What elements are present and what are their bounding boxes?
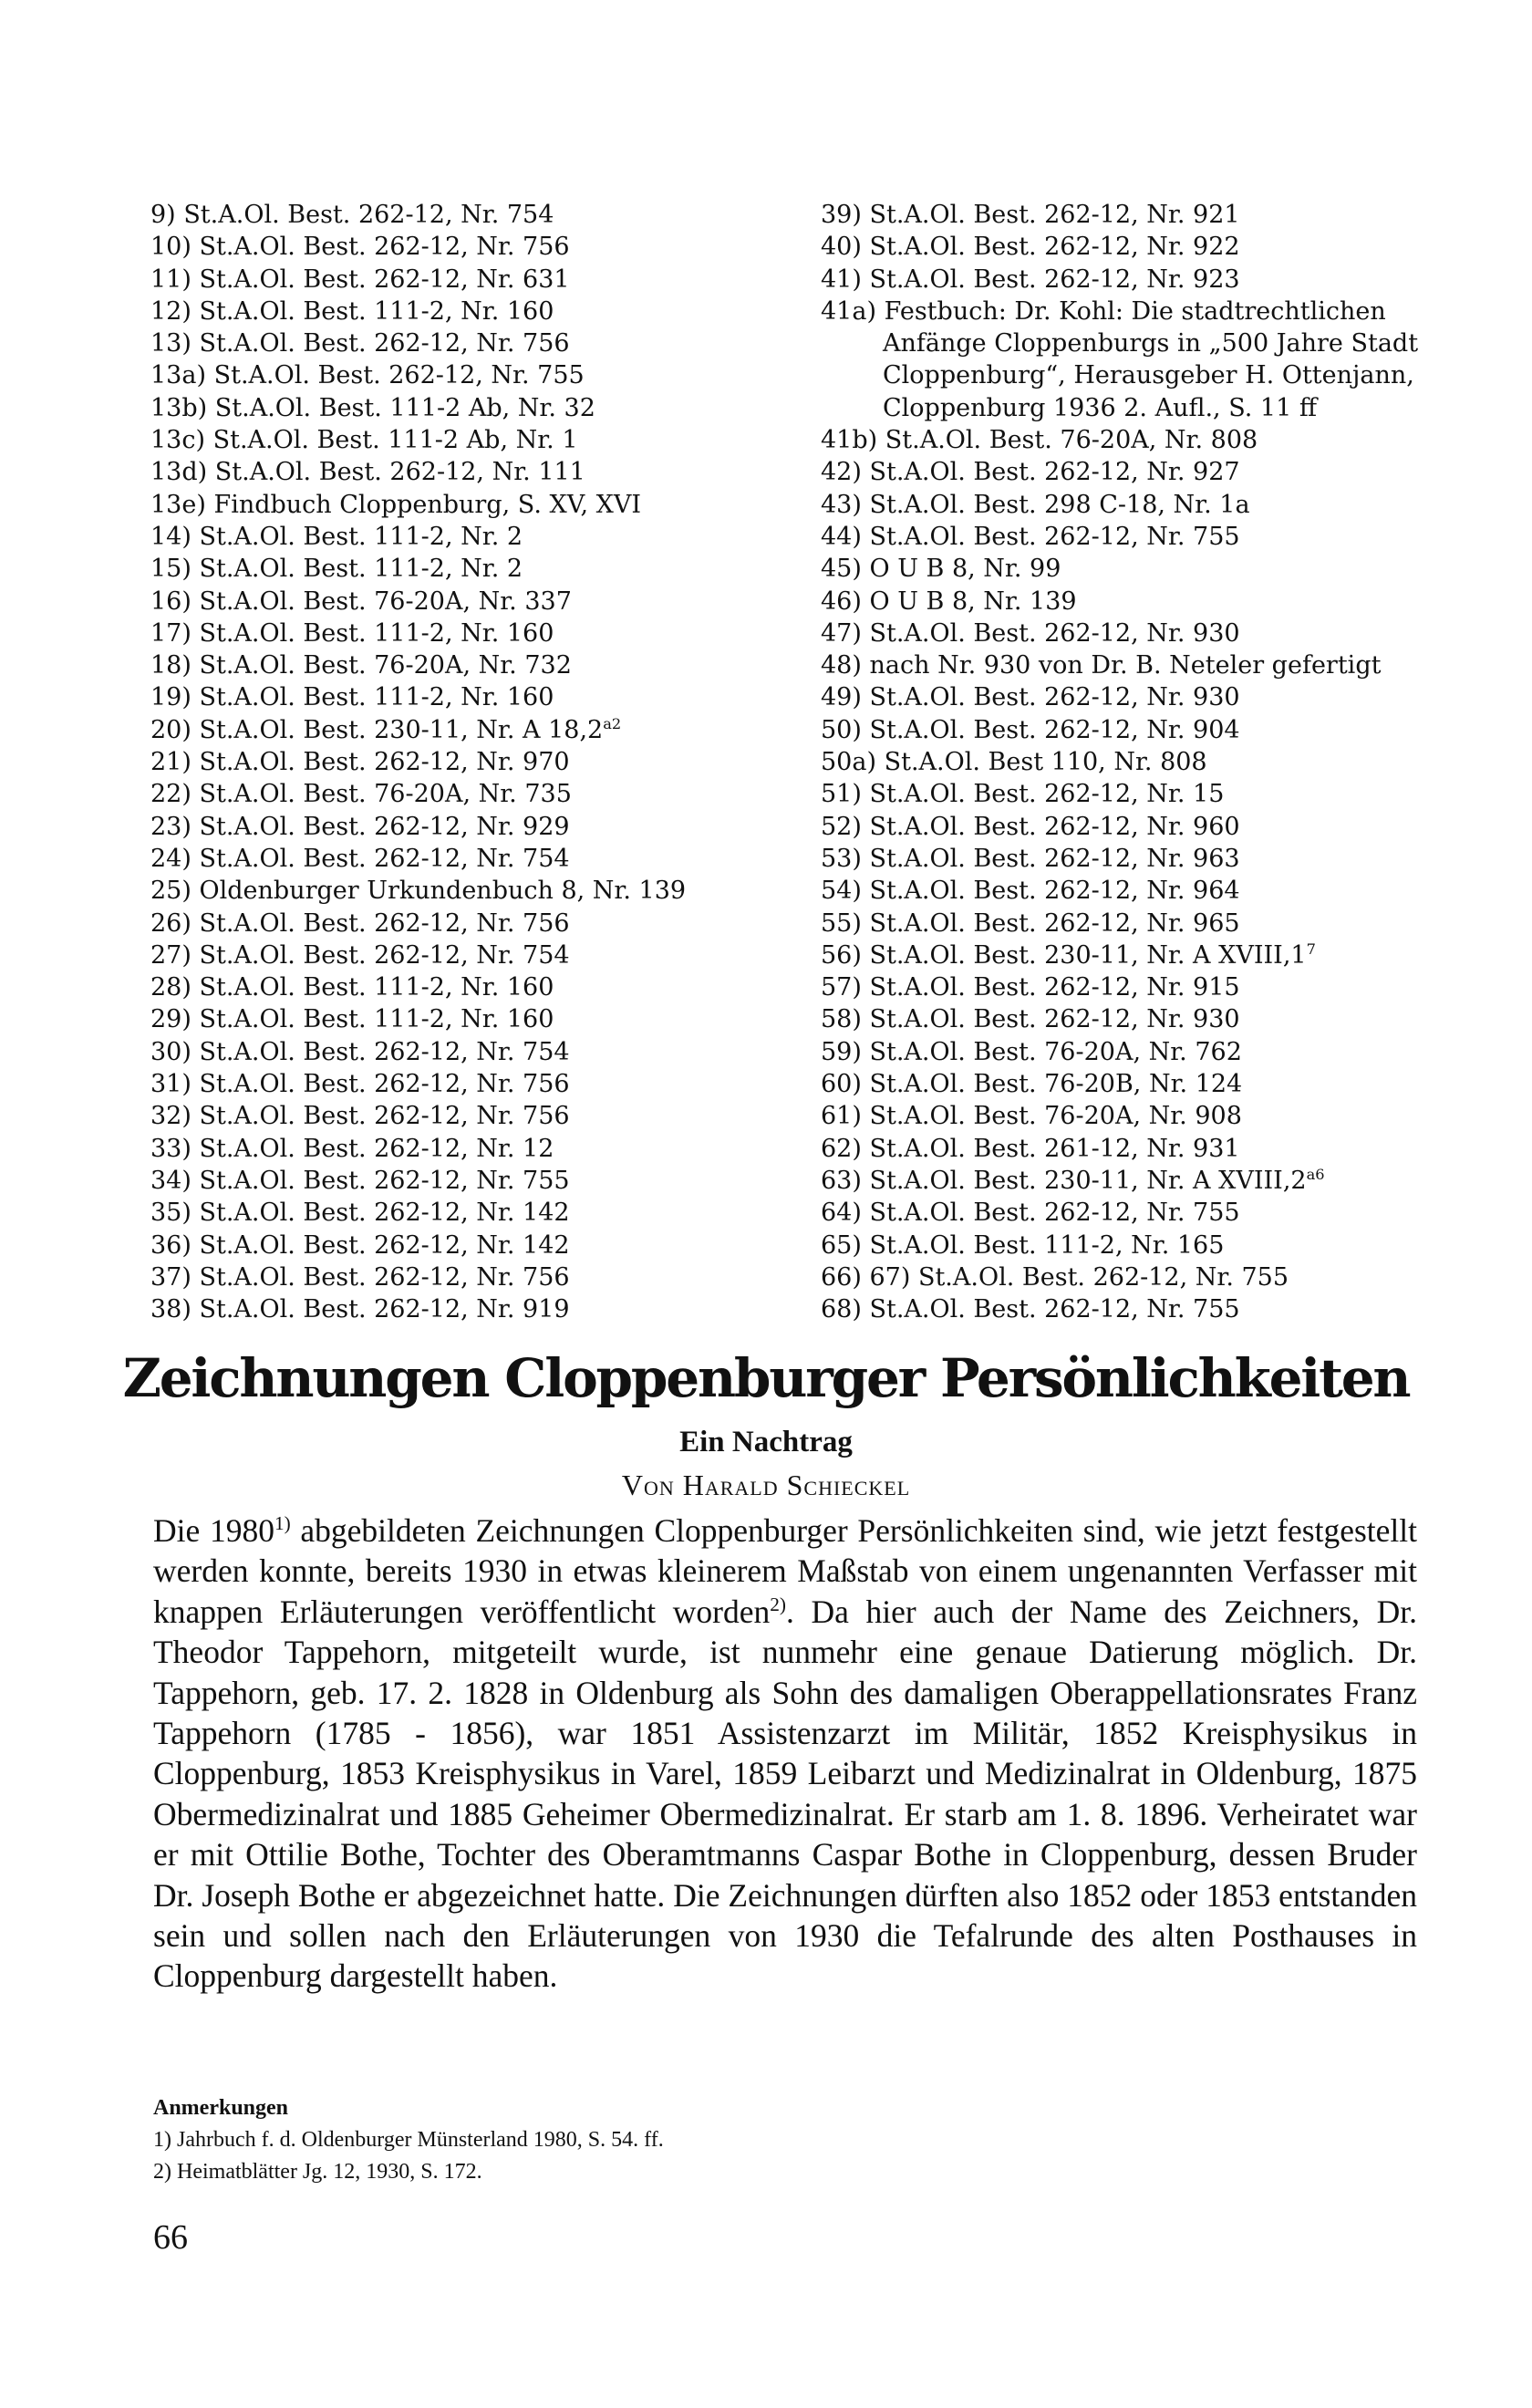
endnote-text: St.A.Ol. Best. 262-12, Nr. 923 (869, 265, 1240, 294)
endnote-superscript: a6 (1306, 1165, 1325, 1183)
endnote-text: St.A.Ol. Best. 262-12, Nr. 756 (199, 1262, 570, 1292)
endnote (150, 456, 789, 488)
endnote-number: 20) (150, 715, 192, 744)
endnote (150, 359, 789, 391)
endnote (150, 681, 789, 713)
endnote-text: St.A.Ol. Best. 230-11, Nr. A XVIII,2 (869, 1166, 1307, 1195)
endnote-text: Oldenburger Urkundenbuch 8, Nr. 139 (199, 877, 687, 906)
endnote (150, 489, 789, 521)
endnote-number: 40) (821, 233, 862, 262)
endnote-number: 44) (821, 522, 862, 551)
endnote (150, 327, 789, 359)
endnote (150, 649, 789, 681)
endnote (821, 618, 1459, 649)
endnote-number: 63) (821, 1166, 862, 1195)
endnote (821, 1165, 1459, 1197)
body-text-part: Die 1980 (153, 1512, 274, 1549)
endnote (821, 1100, 1459, 1132)
endnote-text: St.A.Ol. Best. 262-12, Nr. 965 (869, 908, 1240, 938)
endnote-number: 62) (821, 1134, 862, 1163)
endnote-text: St.A.Ol. Best. 262-12, Nr. 964 (869, 877, 1240, 906)
endnote (821, 843, 1459, 875)
endnote-superscript: 7 (1306, 939, 1316, 958)
endnote (150, 1003, 789, 1035)
endnote (150, 746, 789, 778)
endnote (821, 553, 1459, 585)
endnote-text: St.A.Ol. Best. 111-2 Ab, Nr. 32 (214, 393, 595, 422)
endnote-number: 55) (821, 908, 862, 938)
endnote (821, 1068, 1459, 1100)
endnote-number: 38) (150, 1295, 192, 1324)
endnote (150, 1068, 789, 1100)
endnote (821, 649, 1459, 681)
endnote (821, 456, 1459, 488)
endnote (821, 521, 1459, 553)
endnote-text: St.A.Ol. Best. 262-12, Nr. 755 (199, 1166, 570, 1195)
endnote (150, 553, 789, 585)
article-title: Zeichnungen Cloppenburger Persönlichkeiten (122, 1347, 1410, 1409)
endnote-text: St.A.Ol. Best. 76-20A, Nr. 732 (199, 651, 572, 680)
endnote (821, 392, 1459, 424)
endnote-number: 41a) (821, 296, 876, 326)
endnote (821, 231, 1459, 263)
endnote-number: 26) (150, 908, 192, 938)
endnote (150, 1133, 789, 1165)
endnote (150, 392, 789, 424)
endnote-text: St.A.Ol. Best. 76-20A, Nr. 908 (869, 1102, 1242, 1131)
endnote-number: 57) (821, 973, 862, 1002)
endnote-text: Findbuch Cloppenburg, S. XV, XVI (213, 490, 642, 519)
endnote-number: 53) (821, 844, 862, 873)
endnote (150, 1036, 789, 1068)
endnote (821, 875, 1459, 907)
anmerkungen-heading: Anmerkungen (153, 2096, 289, 2120)
endnote-text: St.A.Ol. Best. 262-12, Nr. 756 (199, 329, 570, 358)
endnote (821, 714, 1459, 746)
endnote-text: St.A.Ol. Best. 262-12, Nr. 755 (869, 522, 1240, 551)
endnote-text: St.A.Ol. Best. 111-2, Nr. 160 (199, 683, 554, 712)
endnote-text: St.A.Ol. Best. 262-12, Nr. 754 (199, 940, 570, 970)
endnote-number: 13e) (150, 490, 206, 519)
endnote-text: St.A.Ol. Best. 298 C-18, Nr. 1a (869, 490, 1250, 519)
article-body (153, 1510, 1417, 1997)
endnote (150, 875, 789, 907)
endnote-number: 37) (150, 1262, 192, 1292)
endnote (150, 264, 789, 296)
endnote (821, 1133, 1459, 1165)
endnote (150, 1293, 789, 1325)
endnote (821, 1197, 1459, 1229)
endnote-number: 42) (821, 458, 862, 487)
endnote-text: St.A.Ol. Best. 262-12, Nr. 919 (199, 1295, 570, 1324)
endnote-text: St.A.Ol. Best. 111-2, Nr. 165 (869, 1230, 1225, 1260)
endnote (150, 908, 789, 939)
endnote-number: 21) (150, 748, 192, 777)
endnote (150, 1261, 789, 1293)
endnote-text: St.A.Ol. Best. 262-12, Nr. 930 (869, 618, 1240, 648)
endnote-number: 23) (150, 812, 192, 841)
endnote (821, 939, 1459, 971)
endnote-text: St.A.Ol. Best. 262-12, Nr. 142 (199, 1230, 570, 1260)
anmerkung-item: 2) Heimatblätter Jg. 12, 1930, S. 172. (153, 2160, 482, 2184)
endnote (150, 231, 789, 263)
endnote-text: Anfänge Cloppenburgs in „500 Jahre Stadt (883, 329, 1419, 358)
endnote-text: St.A.Ol. Best. 230-11, Nr. A 18,2 (199, 715, 604, 744)
endnote-text: St.A.Ol. Best. 262-12, Nr. 929 (199, 812, 570, 841)
endnote-text: St.A.Ol. Best. 262-12, Nr. 631 (199, 265, 570, 294)
endnote-number: 61) (821, 1102, 862, 1131)
endnote-text: St.A.Ol. Best. 262-12, Nr. 754 (199, 1037, 570, 1066)
endnote (821, 746, 1459, 778)
endnote-text: St.A.Ol. Best. 262-12, Nr. 915 (869, 973, 1240, 1002)
endnote-text: St.A.Ol. Best. 262-12, Nr. 755 (869, 1199, 1240, 1228)
endnotes-left-column (150, 199, 789, 1325)
endnote (150, 521, 789, 553)
endnote (150, 296, 789, 327)
footnote-ref: 2) (770, 1593, 786, 1615)
endnote-text: St.A.Ol. Best. 262-12, Nr. 12 (199, 1134, 554, 1163)
endnote-number: 12) (150, 296, 192, 326)
endnote-text: St.A.Ol. Best. 262-12, Nr. 756 (199, 233, 570, 262)
endnote (821, 264, 1459, 296)
endnote-number: 19) (150, 683, 192, 712)
endnote-number: 9) (150, 201, 176, 229)
endnote (821, 586, 1459, 618)
endnote (150, 586, 789, 618)
endnote (150, 939, 789, 971)
endnote (150, 1197, 789, 1229)
endnote-number: 50a) (821, 748, 876, 777)
endnote-number: 11) (150, 265, 192, 294)
endnote-text: St.A.Ol. Best. 262-12, Nr. 921 (869, 201, 1240, 229)
endnote-superscript: a2 (603, 714, 622, 732)
endnote-number: 13a) (150, 361, 206, 390)
endnote-number: 65) (821, 1230, 862, 1260)
endnote (821, 489, 1459, 521)
endnote-number: 36) (150, 1230, 192, 1260)
endnote-text: O U B 8, Nr. 139 (869, 586, 1077, 616)
article-byline: Von Harald Schieckel (621, 1469, 911, 1501)
endnote (821, 327, 1459, 359)
endnote (821, 424, 1459, 456)
endnote-number: 22) (150, 780, 192, 809)
endnote-text: St.A.Ol. Best. 111-2, Nr. 2 (199, 522, 523, 551)
endnote-text: St.A.Ol. Best. 76-20A, Nr. 808 (885, 426, 1258, 455)
endnote-text: St.A.Ol. Best. 262-12, Nr. 756 (199, 908, 570, 938)
endnote-number: 46) (821, 586, 862, 616)
endnote (821, 778, 1459, 810)
endnote (821, 908, 1459, 939)
endnote (150, 1100, 789, 1132)
endnote-text: St.A.Ol. Best. 262-12, Nr. 927 (869, 458, 1240, 487)
endnote-text: Festbuch: Dr. Kohl: Die stadtrechtlichen (884, 296, 1386, 326)
endnote-number: 10) (150, 233, 192, 262)
endnote-text: St.A.Ol. Best. 262-12, Nr. 922 (869, 233, 1240, 262)
endnote-text: St.A.Ol. Best. 262-12, Nr. 756 (199, 1070, 570, 1099)
endnote-number: 58) (821, 1005, 862, 1034)
endnote (150, 971, 789, 1003)
endnote-text: St.A.Ol. Best. 262-12, Nr. 754 (199, 844, 570, 873)
endnote-text: St.A.Ol. Best. 111-2, Nr. 2 (199, 555, 523, 584)
endnote-text: St.A.Ol. Best. 262-12, Nr. 754 (183, 201, 554, 229)
endnote-text: O U B 8, Nr. 99 (869, 555, 1061, 584)
endnote-text: St.A.Ol. Best. 262-12, Nr. 142 (199, 1199, 570, 1228)
endnote-text: St.A.Ol. Best. 76-20B, Nr. 124 (869, 1070, 1243, 1099)
endnote-number: 34) (150, 1166, 192, 1195)
endnote (821, 199, 1459, 231)
endnote-text: St.A.Ol. Best. 262-12, Nr. 963 (869, 844, 1240, 873)
endnote-number: 14) (150, 522, 192, 551)
endnote (150, 618, 789, 649)
anmerkung-item: 1) Jahrbuch f. d. Oldenburger Münsterland 1980, S. 54. ff. (153, 2128, 664, 2152)
endnote (821, 359, 1459, 391)
endnote-number: 17) (150, 618, 192, 648)
endnote-number: 48) (821, 651, 862, 680)
endnote (821, 1261, 1459, 1293)
endnote-number: 49) (821, 683, 862, 712)
endnote (821, 811, 1459, 843)
endnote (150, 1165, 789, 1197)
endnote-number: 31) (150, 1070, 192, 1099)
endnote (150, 843, 789, 875)
endnote (150, 811, 789, 843)
endnote-number: 13d) (150, 458, 208, 487)
endnote-text: St.A.Ol. Best. 262-12, Nr. 930 (869, 1005, 1240, 1034)
endnote (821, 1293, 1459, 1325)
endnote-text: Cloppenburg 1936 2. Aufl., S. 11 ff (883, 393, 1318, 422)
endnote-number: 15) (150, 555, 192, 584)
endnote-text: Cloppenburg“, Herausgeber H. Ottenjann, (883, 361, 1414, 390)
endnote (821, 681, 1459, 713)
endnote-text: St.A.Ol. Best. 111-2 Ab, Nr. 1 (212, 426, 578, 455)
endnote-number: 24) (150, 844, 192, 873)
endnote-text: St.A.Ol. Best. 262-12, Nr. 111 (214, 458, 585, 487)
endnote-text: nach Nr. 930 von Dr. B. Neteler gefertigt (869, 651, 1382, 680)
endnote-number: 16) (150, 586, 192, 616)
endnote-text: St.A.Ol. Best. 111-2, Nr. 160 (199, 296, 554, 326)
endnote (821, 1003, 1459, 1035)
endnote (821, 971, 1459, 1003)
endnote (821, 296, 1459, 327)
endnote-text: St.A.Ol. Best. 111-2, Nr. 160 (199, 618, 554, 648)
endnote-text: St.A.Ol. Best. 262-12, Nr. 15 (869, 780, 1225, 809)
endnote-text: St.A.Ol. Best. 76-20A, Nr. 762 (869, 1037, 1242, 1066)
endnote-text: St.A.Ol. Best. 111-2, Nr. 160 (199, 973, 554, 1002)
endnote (821, 1036, 1459, 1068)
endnote-number: 59) (821, 1037, 862, 1066)
endnote-text: St.A.Ol. Best. 262-12, Nr. 755 (869, 1295, 1240, 1324)
endnote-number: 25) (150, 877, 192, 906)
endnote-number: 39) (821, 201, 862, 229)
page-number: 66 (153, 2218, 188, 2257)
endnote-number: 29) (150, 1005, 192, 1034)
endnote-text: St.A.Ol. Best. 111-2, Nr. 160 (199, 1005, 554, 1034)
endnote-number: 32) (150, 1102, 192, 1131)
endnote-number: 41) (821, 265, 862, 294)
endnote-number: 27) (150, 940, 192, 970)
endnote-number: 47) (821, 618, 862, 648)
endnote (150, 424, 789, 456)
endnote-text: St.A.Ol. Best. 230-11, Nr. A XVIII,1 (869, 940, 1307, 970)
footnote-ref: 1) (274, 1512, 291, 1535)
endnote (150, 778, 789, 810)
endnote-text: St.A.Ol. Best. 261-12, Nr. 931 (869, 1134, 1240, 1163)
endnote-number: 66) (821, 1262, 862, 1292)
endnote-text: St.A.Ol. Best. 262-12, Nr. 960 (869, 812, 1240, 841)
endnote-number: 28) (150, 973, 192, 1002)
endnote-text: St.A.Ol. Best. 76-20A, Nr. 735 (199, 780, 572, 809)
endnote-number: 41b) (821, 426, 878, 455)
endnote (150, 1230, 789, 1261)
endnote-text: St.A.Ol. Best. 262-12, Nr. 930 (869, 683, 1240, 712)
endnote-number: 54) (821, 877, 862, 906)
endnote-number: 50) (821, 715, 862, 744)
endnote (150, 714, 789, 746)
endnote-number: 18) (150, 651, 192, 680)
endnote-number: 64) (821, 1199, 862, 1228)
endnote-text: St.A.Ol. Best. 76-20A, Nr. 337 (199, 586, 572, 616)
endnote-number: 52) (821, 812, 862, 841)
article-subtitle: Ein Nachtrag (679, 1426, 853, 1458)
endnote-number: 43) (821, 490, 862, 519)
endnote-number: 13) (150, 329, 192, 358)
endnote-text: St.A.Ol. Best. 262-12, Nr. 970 (199, 748, 570, 777)
endnote-number: 13b) (150, 393, 208, 422)
endnote-text: 67) St.A.Ol. Best. 262-12, Nr. 755 (869, 1262, 1289, 1292)
body-text-part: abgebildeten Zeichnungen Cloppenburger Persönlichkeiten sind, wie jetzt festgestellt werden konnte, bereits 1930 in etwas kleinerem Maßstab von einem ungenannten Verfasser mit knappen Erläuterungen veröffentlicht worden (153, 1512, 1417, 1630)
endnote-text: St.A.Ol. Best. 262-12, Nr. 756 (199, 1102, 570, 1131)
endnote-number: 51) (821, 780, 862, 809)
endnote (150, 199, 789, 231)
endnote-text: St.A.Ol. Best. 262-12, Nr. 904 (869, 715, 1240, 744)
endnote-text: St.A.Ol. Best. 262-12, Nr. 755 (213, 361, 585, 390)
endnotes-right-column (821, 199, 1459, 1325)
endnote-number: 60) (821, 1070, 862, 1099)
endnote (821, 1230, 1459, 1261)
endnote-number: 30) (150, 1037, 192, 1066)
endnote-text: St.A.Ol. Best 110, Nr. 808 (884, 748, 1207, 777)
endnote-number: 68) (821, 1295, 862, 1324)
endnote-number: 33) (150, 1134, 192, 1163)
endnote-number: 56) (821, 940, 862, 970)
endnote-number: 35) (150, 1199, 192, 1228)
body-text-part: . Da hier auch der Name des Zeichners, Dr. Theodor Tappehorn, mitgeteilt wurde, ist nunmehr eine genaue Datierung möglich. Dr. Tappehorn, geb. 17. 2. 1828 in Oldenburg als Sohn des damaligen Oberappellationsrates Franz Tappehorn (1785 - 1856), war 1851 Assistenzarzt im Militär, 1852 Kreisphysikus in Cloppenburg, 1853 Kreisphysikus in Varel, 1859 Leibarzt und Medizinalrat in Oldenburg, 1875 Obermedizinalrat und 1885 Geheimer Obermedizinalrat. Er starb am 1. 8. 1896. Verheiratet war er mit Ottilie Bothe, Tochter des Oberamtmanns Caspar Bothe in Cloppenburg, dessen Bruder Dr. Joseph Bothe er abgezeichnet hatte. Die Zeichnungen dürften also 1852 oder 1853 entstanden sein und sollen nach den Erläuterungen von 1930 die Tefalrunde des alten Posthauses in Cloppenburg dargestellt haben. (153, 1593, 1417, 1995)
endnote-number: 13c) (150, 426, 206, 455)
endnote-number: 45) (821, 555, 862, 584)
